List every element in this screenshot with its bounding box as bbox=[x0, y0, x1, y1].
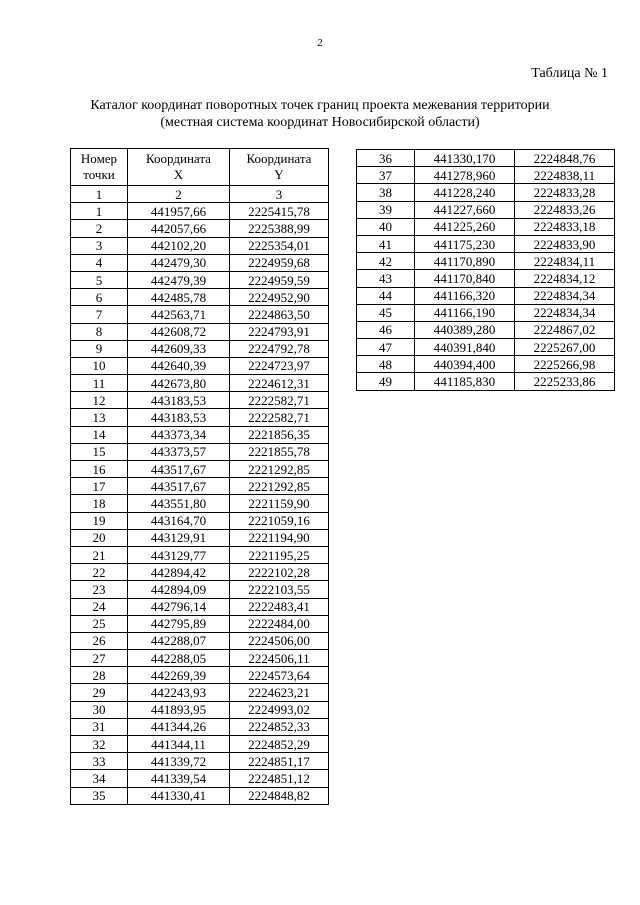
coordinate-y-cell: 2224506,00 bbox=[230, 632, 329, 649]
table-row bbox=[71, 357, 329, 374]
table-row bbox=[71, 787, 329, 804]
table-body-right bbox=[357, 150, 615, 391]
coordinate-x-cell: 442485,78 bbox=[128, 289, 230, 306]
coordinate-y-cell: 2224833,90 bbox=[515, 235, 615, 252]
point-number-cell: 37 bbox=[357, 167, 415, 184]
page-number: 2 bbox=[317, 37, 323, 49]
table-row bbox=[71, 289, 329, 306]
coordinate-x-cell: 441228,240 bbox=[415, 184, 515, 201]
coordinate-y-cell: 2224863,50 bbox=[230, 306, 329, 323]
table-row bbox=[71, 461, 329, 478]
point-number-cell: 5 bbox=[71, 271, 128, 288]
coordinate-x-cell: 442243,93 bbox=[128, 684, 230, 701]
table-row bbox=[71, 323, 329, 340]
coordinate-x-cell: 442288,05 bbox=[128, 650, 230, 667]
table-row bbox=[71, 615, 329, 632]
coordinate-x-cell: 443183,53 bbox=[128, 409, 230, 426]
coordinate-y-cell: 2224793,91 bbox=[230, 323, 329, 340]
coordinate-y-cell: 2225415,78 bbox=[230, 203, 329, 220]
table-row bbox=[71, 650, 329, 667]
coordinate-y-cell: 2221195,25 bbox=[230, 546, 329, 563]
coordinate-x-cell: 442479,39 bbox=[128, 271, 230, 288]
coordinate-x-cell: 440394,400 bbox=[415, 356, 515, 373]
coordinate-y-cell: 2225354,01 bbox=[230, 237, 329, 254]
table-row bbox=[71, 392, 329, 409]
coordinate-y-cell: 2224573,64 bbox=[230, 667, 329, 684]
coordinate-x-cell: 442057,66 bbox=[128, 220, 230, 237]
coordinate-y-cell: 2221159,90 bbox=[230, 495, 329, 512]
table-row bbox=[71, 495, 329, 512]
coordinate-y-cell: 2224851,17 bbox=[230, 753, 329, 770]
coordinate-x-cell: 442795,89 bbox=[128, 615, 230, 632]
point-number-cell: 1 bbox=[71, 203, 128, 220]
coordinate-y-cell: 2224952,90 bbox=[230, 289, 329, 306]
table-row bbox=[357, 321, 615, 338]
header-text: Номер bbox=[80, 151, 118, 166]
table-row bbox=[71, 529, 329, 546]
table-row bbox=[71, 306, 329, 323]
coordinate-y-cell: 2224723,97 bbox=[230, 357, 329, 374]
point-number-cell: 20 bbox=[71, 529, 128, 546]
coordinate-x-cell: 442640,39 bbox=[128, 357, 230, 374]
coordinate-y-cell: 2221292,85 bbox=[230, 478, 329, 495]
table-row bbox=[357, 339, 615, 356]
table-row bbox=[71, 220, 329, 237]
table-header-row bbox=[71, 149, 329, 186]
coordinate-x-cell: 442894,09 bbox=[128, 581, 230, 598]
header-text: Координата bbox=[146, 151, 211, 166]
table-row bbox=[71, 753, 329, 770]
point-number-cell: 4 bbox=[71, 254, 128, 271]
table-row bbox=[71, 237, 329, 254]
coordinate-y-cell: 2225233,86 bbox=[515, 373, 615, 390]
table-row bbox=[357, 287, 615, 304]
table-body-left bbox=[71, 203, 329, 805]
point-number-cell: 35 bbox=[71, 787, 128, 804]
coordinate-x-cell: 441339,54 bbox=[128, 770, 230, 787]
coordinate-y-cell: 2225388,99 bbox=[230, 220, 329, 237]
point-number-cell: 17 bbox=[71, 478, 128, 495]
coordinate-y-cell: 2224833,28 bbox=[515, 184, 615, 201]
coordinate-y-cell: 2224959,68 bbox=[230, 254, 329, 271]
table-row bbox=[357, 373, 615, 390]
coordinate-y-cell: 2224834,34 bbox=[515, 304, 615, 321]
coordinate-y-cell: 2222102,28 bbox=[230, 564, 329, 581]
coordinate-x-cell: 441330,41 bbox=[128, 787, 230, 804]
point-number-cell: 36 bbox=[357, 150, 415, 167]
coordinate-y-cell: 2222483,41 bbox=[230, 598, 329, 615]
coordinate-x-cell: 442288,07 bbox=[128, 632, 230, 649]
coordinate-x-cell: 443129,91 bbox=[128, 529, 230, 546]
coordinate-x-cell: 441957,66 bbox=[128, 203, 230, 220]
header-point-number bbox=[71, 149, 128, 186]
table-row bbox=[71, 203, 329, 220]
coordinate-x-cell: 442894,42 bbox=[128, 564, 230, 581]
point-number-cell: 29 bbox=[71, 684, 128, 701]
point-number-cell: 11 bbox=[71, 375, 128, 392]
coordinate-x-cell: 441166,320 bbox=[415, 287, 515, 304]
point-number-cell: 6 bbox=[71, 289, 128, 306]
coordinate-y-cell: 2225266,98 bbox=[515, 356, 615, 373]
coordinate-y-cell: 2224834,11 bbox=[515, 253, 615, 270]
table-row bbox=[71, 701, 329, 718]
table-row bbox=[71, 564, 329, 581]
point-number-cell: 39 bbox=[357, 201, 415, 218]
point-number-cell: 33 bbox=[71, 753, 128, 770]
coordinate-y-cell: 2224623,21 bbox=[230, 684, 329, 701]
point-number-cell: 38 bbox=[357, 184, 415, 201]
point-number-cell: 9 bbox=[71, 340, 128, 357]
table-row bbox=[71, 512, 329, 529]
column-number: 2 bbox=[128, 186, 230, 203]
coordinate-y-cell: 2224848,82 bbox=[230, 787, 329, 804]
coordinate-x-cell: 443551,80 bbox=[128, 495, 230, 512]
point-number-cell: 3 bbox=[71, 237, 128, 254]
point-number-cell: 15 bbox=[71, 443, 128, 460]
point-number-cell: 42 bbox=[357, 253, 415, 270]
table-row bbox=[71, 581, 329, 598]
table-label: Таблица № 1 bbox=[531, 66, 608, 81]
coordinate-y-cell: 2224838,11 bbox=[515, 167, 615, 184]
column-number: 1 bbox=[71, 186, 128, 203]
table-row bbox=[71, 409, 329, 426]
coordinate-x-cell: 443183,53 bbox=[128, 392, 230, 409]
coordinate-x-cell: 441170,890 bbox=[415, 253, 515, 270]
coordinate-x-cell: 443373,57 bbox=[128, 443, 230, 460]
document-title bbox=[0, 97, 640, 131]
coordinate-y-cell: 2224852,29 bbox=[230, 736, 329, 753]
coordinate-x-cell: 441278,960 bbox=[415, 167, 515, 184]
point-number-cell: 31 bbox=[71, 718, 128, 735]
table-row bbox=[71, 254, 329, 271]
point-number-cell: 48 bbox=[357, 356, 415, 373]
coordinate-y-cell: 2224833,18 bbox=[515, 218, 615, 235]
point-number-cell: 45 bbox=[357, 304, 415, 321]
header-text: Y bbox=[274, 167, 284, 182]
point-number-cell: 21 bbox=[71, 546, 128, 563]
table-row bbox=[71, 718, 329, 735]
coordinate-x-cell: 441166,190 bbox=[415, 304, 515, 321]
table-row bbox=[71, 426, 329, 443]
coordinate-y-cell: 2224867,02 bbox=[515, 321, 615, 338]
point-number-cell: 7 bbox=[71, 306, 128, 323]
table-row bbox=[71, 443, 329, 460]
table-row bbox=[357, 235, 615, 252]
column-number-row bbox=[71, 186, 329, 203]
coordinate-y-cell: 2221059,16 bbox=[230, 512, 329, 529]
coordinate-x-cell: 441344,11 bbox=[128, 736, 230, 753]
coordinate-x-cell: 441227,660 bbox=[415, 201, 515, 218]
point-number-cell: 47 bbox=[357, 339, 415, 356]
coordinate-y-cell: 2222103,55 bbox=[230, 581, 329, 598]
header-text: Координата bbox=[246, 151, 312, 166]
coordinate-y-cell: 2221856,35 bbox=[230, 426, 329, 443]
coordinate-y-cell: 2222484,00 bbox=[230, 615, 329, 632]
coordinate-y-cell: 2224834,34 bbox=[515, 287, 615, 304]
table-row bbox=[71, 736, 329, 753]
coordinate-x-cell: 443164,70 bbox=[128, 512, 230, 529]
point-number-cell: 13 bbox=[71, 409, 128, 426]
coordinate-x-cell: 442269,39 bbox=[128, 667, 230, 684]
point-number-cell: 27 bbox=[71, 650, 128, 667]
point-number-cell: 44 bbox=[357, 287, 415, 304]
point-number-cell: 14 bbox=[71, 426, 128, 443]
header-coordinate-x bbox=[128, 149, 230, 186]
coordinate-x-cell: 443517,67 bbox=[128, 478, 230, 495]
coordinate-y-cell: 2224852,33 bbox=[230, 718, 329, 735]
point-number-cell: 46 bbox=[357, 321, 415, 338]
point-number-cell: 2 bbox=[71, 220, 128, 237]
table-row bbox=[71, 546, 329, 563]
table-row bbox=[71, 770, 329, 787]
coordinate-y-cell: 2224792,78 bbox=[230, 340, 329, 357]
coordinate-y-cell: 2221194,90 bbox=[230, 529, 329, 546]
table-row bbox=[357, 356, 615, 373]
table-row bbox=[357, 201, 615, 218]
coordinate-y-cell: 2224993,02 bbox=[230, 701, 329, 718]
coordinate-x-cell: 442563,71 bbox=[128, 306, 230, 323]
table-row bbox=[357, 218, 615, 235]
coordinate-x-cell: 440389,280 bbox=[415, 321, 515, 338]
title-line-2: (местная система координат Новосибирской области) bbox=[160, 115, 480, 130]
point-number-cell: 22 bbox=[71, 564, 128, 581]
header-text: точки bbox=[83, 167, 115, 182]
coordinates-table-left bbox=[70, 148, 329, 805]
table-row bbox=[357, 270, 615, 287]
coordinate-x-cell: 441185,830 bbox=[415, 373, 515, 390]
header-text: X bbox=[173, 167, 184, 182]
point-number-cell: 43 bbox=[357, 270, 415, 287]
table-row bbox=[357, 167, 615, 184]
point-number-cell: 34 bbox=[71, 770, 128, 787]
coordinate-x-cell: 441170,840 bbox=[415, 270, 515, 287]
coordinate-x-cell: 442673,80 bbox=[128, 375, 230, 392]
coordinate-y-cell: 2224612,31 bbox=[230, 375, 329, 392]
coordinates-table-right bbox=[356, 149, 615, 391]
column-number: 3 bbox=[230, 186, 329, 203]
point-number-cell: 10 bbox=[71, 357, 128, 374]
table-row bbox=[71, 375, 329, 392]
point-number-cell: 23 bbox=[71, 581, 128, 598]
coordinate-x-cell: 442609,33 bbox=[128, 340, 230, 357]
table-row bbox=[71, 271, 329, 288]
coordinate-x-cell: 442102,20 bbox=[128, 237, 230, 254]
point-number-cell: 40 bbox=[357, 218, 415, 235]
coordinate-y-cell: 2224833,26 bbox=[515, 201, 615, 218]
table-row bbox=[357, 304, 615, 321]
coordinate-x-cell: 441339,72 bbox=[128, 753, 230, 770]
point-number-cell: 49 bbox=[357, 373, 415, 390]
point-number-cell: 32 bbox=[71, 736, 128, 753]
point-number-cell: 18 bbox=[71, 495, 128, 512]
point-number-cell: 24 bbox=[71, 598, 128, 615]
table-row bbox=[71, 478, 329, 495]
coordinate-y-cell: 2224834,12 bbox=[515, 270, 615, 287]
coordinate-x-cell: 442608,72 bbox=[128, 323, 230, 340]
point-number-cell: 16 bbox=[71, 461, 128, 478]
coordinate-x-cell: 443129,77 bbox=[128, 546, 230, 563]
point-number-cell: 30 bbox=[71, 701, 128, 718]
coordinate-x-cell: 441893,95 bbox=[128, 701, 230, 718]
coordinate-x-cell: 441344,26 bbox=[128, 718, 230, 735]
coordinate-y-cell: 2221855,78 bbox=[230, 443, 329, 460]
point-number-cell: 41 bbox=[357, 235, 415, 252]
coordinate-x-cell: 441175,230 bbox=[415, 235, 515, 252]
table-row bbox=[71, 684, 329, 701]
table-row bbox=[357, 184, 615, 201]
point-number-cell: 28 bbox=[71, 667, 128, 684]
coordinate-y-cell: 2224848,76 bbox=[515, 150, 615, 167]
coordinate-x-cell: 441225,260 bbox=[415, 218, 515, 235]
point-number-cell: 19 bbox=[71, 512, 128, 529]
table-row bbox=[71, 340, 329, 357]
table-row bbox=[71, 667, 329, 684]
coordinate-y-cell: 2222582,71 bbox=[230, 409, 329, 426]
title-line-1: Каталог координат поворотных точек границ проекта межевания территории bbox=[90, 98, 550, 113]
point-number-cell: 25 bbox=[71, 615, 128, 632]
table-row bbox=[71, 632, 329, 649]
coordinate-y-cell: 2224959,59 bbox=[230, 271, 329, 288]
coordinate-y-cell: 2224851,12 bbox=[230, 770, 329, 787]
coordinate-y-cell: 2221292,85 bbox=[230, 461, 329, 478]
coordinate-x-cell: 442796,14 bbox=[128, 598, 230, 615]
header-coordinate-y bbox=[230, 149, 329, 186]
coordinate-x-cell: 443517,67 bbox=[128, 461, 230, 478]
coordinate-y-cell: 2224506,11 bbox=[230, 650, 329, 667]
coordinate-y-cell: 2222582,71 bbox=[230, 392, 329, 409]
table-row bbox=[71, 598, 329, 615]
point-number-cell: 12 bbox=[71, 392, 128, 409]
coordinate-x-cell: 440391,840 bbox=[415, 339, 515, 356]
coordinate-x-cell: 442479,30 bbox=[128, 254, 230, 271]
table-row bbox=[357, 150, 615, 167]
coordinate-x-cell: 441330,170 bbox=[415, 150, 515, 167]
point-number-cell: 26 bbox=[71, 632, 128, 649]
table-row bbox=[357, 253, 615, 270]
point-number-cell: 8 bbox=[71, 323, 128, 340]
coordinate-x-cell: 443373,34 bbox=[128, 426, 230, 443]
coordinate-y-cell: 2225267,00 bbox=[515, 339, 615, 356]
